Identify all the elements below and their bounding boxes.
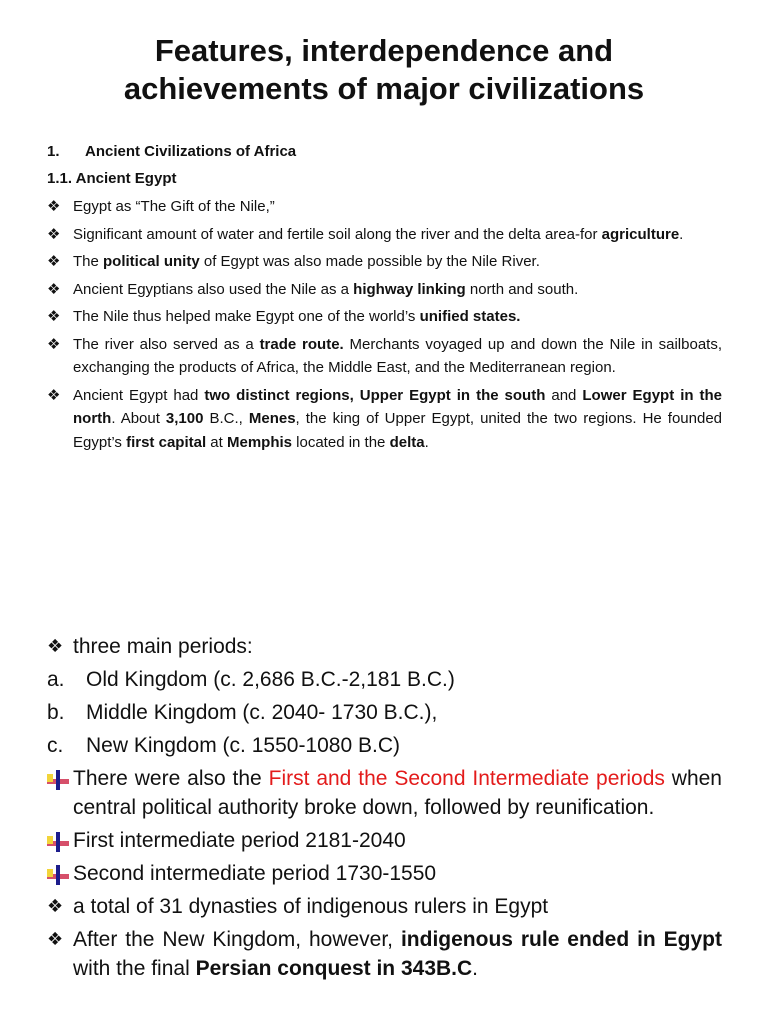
period-text: Old Kingdom (c. 2,686 B.C.-2,181 B.C.) [86, 668, 455, 691]
bullet-diamond-icon: ❖ [47, 225, 61, 243]
bullet-text: located in the [292, 433, 390, 451]
bullet-diamond-icon: ❖ [47, 386, 61, 404]
bullet-diamond-icon: ❖ [47, 896, 64, 916]
bold-text: two distinct regions, Upper Egypt in the south [204, 386, 546, 404]
list-item [47, 333, 722, 380]
period-letter: c. [47, 734, 64, 757]
bullet-text: The Nile thus helped make Egypt one of the world’s [73, 308, 420, 325]
bold-text: 3,100 [165, 410, 204, 427]
bullet-diamond-icon: ❖ [47, 929, 64, 949]
bullet-text: The [73, 253, 104, 270]
cross-bullet-icon [47, 832, 69, 852]
bullet-text: . [472, 957, 479, 980]
section-number: 1. [47, 143, 60, 160]
period-item [47, 731, 722, 760]
bullet-text: , the king of Upper Egypt, united the two regions. He founded Egypt’s [73, 410, 723, 451]
list-item [47, 195, 722, 219]
title-line-2: achievements of major civilizations [123, 71, 645, 106]
period-text: Middle Kingdom (c. 2040- 1730 B.C.), [86, 701, 438, 724]
bullet-text: Significant amount of water and fertile soil along the river and the delta area-for [73, 225, 602, 243]
period-item [47, 665, 722, 694]
section-ancient-africa [47, 138, 722, 458]
bullet-text: north and south. [465, 280, 579, 298]
bold-text: trade route. [259, 335, 344, 353]
bullet-text: Ancient Egypt had [73, 386, 205, 404]
bullet-text: . [424, 433, 429, 451]
period-letter: b. [47, 701, 65, 724]
bullet-text: Ancient Egyptians also used the Nile as a [73, 280, 354, 298]
list-item [47, 632, 722, 661]
bullet-text: at [206, 433, 227, 451]
bold-text: Lower Egypt in the north [73, 386, 722, 427]
list-item [47, 892, 722, 921]
bold-text: delta [389, 433, 425, 451]
bold-text: Memphis [226, 433, 292, 451]
bold-text: Persian conquest in 343B.C [195, 957, 473, 980]
bold-text: agriculture [601, 225, 680, 243]
bullet-text: three main periods: [73, 635, 253, 658]
list-item [47, 223, 722, 247]
bullet-text: B.C., [203, 410, 249, 427]
bullet-text: There were also the [73, 767, 269, 790]
bullet-diamond-icon: ❖ [47, 198, 61, 215]
bullet-text: when central political authority broke down, followed by reunification. [73, 767, 722, 819]
bullet-text: of Egypt was also made possible by the Nile River. [199, 253, 540, 270]
cross-bullet-icon [47, 770, 69, 790]
list-item [47, 250, 722, 274]
bullet-diamond-icon: ❖ [47, 308, 61, 325]
bullet-diamond-icon: ❖ [47, 335, 61, 353]
bullet-text: First intermediate period 2181-2040 [73, 829, 406, 852]
bold-text: Menes [248, 410, 296, 427]
bold-text: political unity [103, 253, 200, 270]
section-periods [47, 632, 722, 987]
period-item [47, 698, 722, 727]
cross-bullet-icon [47, 865, 69, 885]
subsection-heading: 1.1. Ancient Egypt [47, 170, 177, 187]
bullet-diamond-icon: ❖ [47, 280, 61, 298]
highlighted-text: First and the Second Intermediate periods [268, 767, 665, 790]
bullet-text: Egypt as “The Gift of the Nile,” [73, 198, 275, 215]
bold-text: highway linking [353, 280, 466, 298]
section-heading [47, 138, 722, 165]
page-title [0, 32, 768, 108]
list-item [47, 925, 722, 983]
bold-text: first capital [126, 433, 207, 451]
bullet-text: Merchants voyaged up and down the Nile in sailboats, exchanging the products of Africa, the Middle East, and the Mediterranean region. [73, 335, 722, 376]
bullet-text: . About [111, 410, 166, 427]
bullet-text: After the New Kingdom, however, [73, 928, 401, 951]
bullet-text: a total of 31 dynasties of indigenous rulers in Egypt [73, 895, 549, 918]
period-letter: a. [47, 668, 65, 691]
bullet-text: with the final [73, 957, 196, 980]
bullet-text: . [679, 225, 684, 243]
bullet-text: The river also served as a [73, 335, 260, 353]
list-item [47, 305, 722, 329]
list-item [47, 826, 722, 855]
period-text: New Kingdom (c. 1550-1080 B.C) [86, 734, 400, 757]
bullet-diamond-icon: ❖ [47, 253, 61, 270]
bullet-text: Second intermediate period 1730-1550 [73, 862, 437, 885]
bullet-diamond-icon: ❖ [47, 636, 64, 656]
section-label: Ancient Civilizations of Africa [85, 143, 297, 160]
list-item [47, 384, 722, 455]
bold-text: unified states. [419, 308, 521, 325]
title-line-1: Features, interdependence and [154, 33, 614, 68]
list-item [47, 278, 722, 302]
list-item [47, 764, 722, 822]
list-item [47, 859, 722, 888]
bold-text: indigenous rule ended in Egypt [400, 928, 722, 951]
bullet-text: and [545, 386, 583, 404]
